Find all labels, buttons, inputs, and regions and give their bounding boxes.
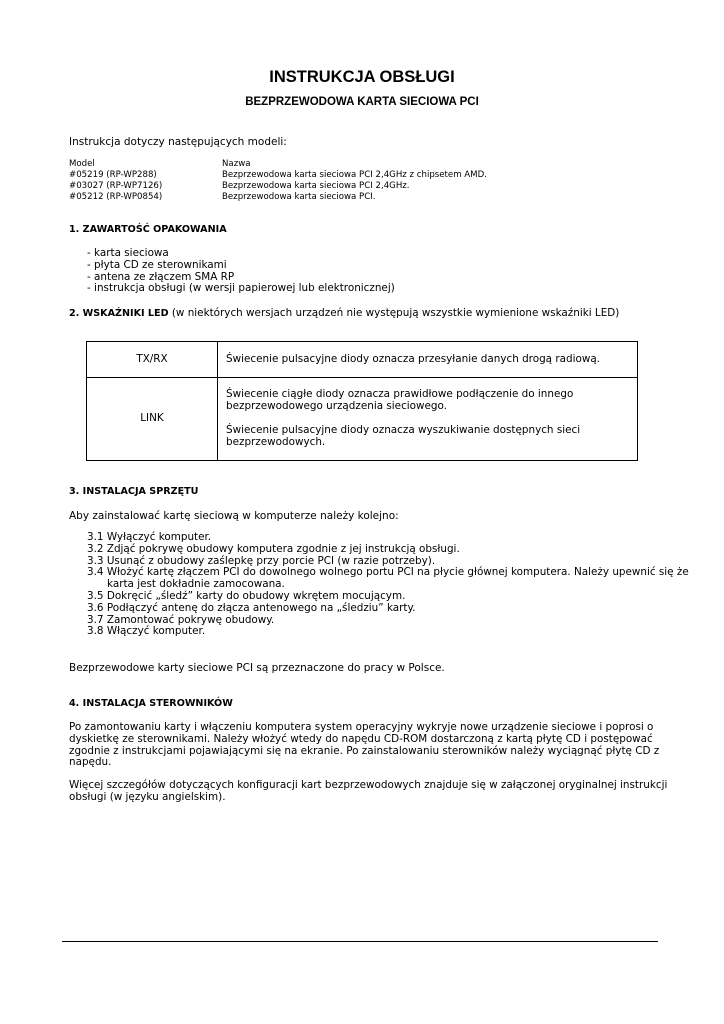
step-item: 3.3 Usunąć z obudowy zaślepkę przy porcie PCI (w razie potrzeby). bbox=[87, 554, 436, 567]
model-name: Bezprzewodowa karta sieciowa PCI 2,4GHz. bbox=[222, 181, 410, 191]
list-item: - instrukcja obsługi (w wersji papierowej lub elektronicznej) bbox=[87, 282, 395, 295]
paragraph-line: napędu. bbox=[69, 756, 112, 769]
section-4-heading: 4. INSTALACJA STEROWNIKÓW bbox=[69, 698, 233, 709]
paragraph-line: Więcej szczegółów dotyczących konfiguracji kart bezprzewodowych znajduje się w załączonej oryginalnej instrukcji bbox=[69, 779, 668, 791]
table-row bbox=[87, 378, 638, 461]
step-item-continuation: karta jest dokładnie zamocowana. bbox=[107, 578, 285, 591]
paragraph-line: dyskietkę ze sterownikami. Należy włożyć wtedy do napędu CD-ROM dostarczoną z kartą płytę CD i postępować bbox=[69, 732, 653, 745]
drivers-paragraph-1 bbox=[69, 722, 659, 769]
led-description bbox=[218, 378, 638, 461]
models-header-model: Model bbox=[69, 159, 95, 169]
led-description-paragraph: Świecenie ciągłe diody oznacza prawidłowe podłączenie do innego bezprzewodowego urządzenia sieciowego. bbox=[226, 388, 574, 413]
package-contents-list bbox=[87, 248, 395, 295]
section-2-note: (w niektórych wersjach urządzeń nie występują wszystkie wymienione wskaźniki LED) bbox=[171, 307, 620, 319]
led-description-paragraph: Świecenie pulsacyjne diody oznacza wyszukiwanie dostępnych sieci bezprzewodowych. bbox=[226, 424, 581, 448]
list-item: - antena ze złączem SMA RP bbox=[87, 270, 235, 283]
document-subtitle: BEZPRZEWODOWA KARTA SIECIOWA PCI bbox=[245, 96, 479, 108]
models-intro: Instrukcja dotyczy następujących modeli: bbox=[69, 136, 287, 148]
footer-divider bbox=[62, 941, 658, 942]
section-2-heading: 2. WSKAŹNIKI LED bbox=[69, 308, 169, 319]
table-row bbox=[87, 342, 638, 378]
step-item: 3.8 Włączyć komputer. bbox=[87, 625, 206, 638]
models-header-name: Nazwa bbox=[222, 159, 251, 169]
section-1-heading: 1. ZAWARTOŚĆ OPAKOWANIA bbox=[69, 224, 227, 235]
list-item: - płyta CD ze sterownikami bbox=[87, 258, 227, 271]
model-name: Bezprzewodowa karta sieciowa PCI. bbox=[222, 192, 376, 202]
model-code: #05212 (RP-WP0854) bbox=[69, 192, 163, 202]
model-name: Bezprzewodowa karta sieciowa PCI 2,4GHz z chipsetem AMD. bbox=[222, 170, 487, 180]
paragraph-line: zgodnie z instrukcjami pojawiającymi się na ekranie. Po zainstalowaniu sterowników należy wyciągnąć płytę CD z bbox=[69, 744, 660, 757]
model-code: #03027 (RP-WP7126) bbox=[69, 181, 163, 191]
led-table bbox=[86, 341, 638, 461]
step-item: 3.1 Wyłączyć komputer. bbox=[87, 531, 212, 543]
step-item: 3.5 Dokręcić „śledź” karty do obudowy wkrętem mocującym. bbox=[87, 589, 406, 602]
led-name: LINK bbox=[87, 378, 218, 461]
step-item: 3.2 Zdjąć pokrywę obudowy komputera zgodnie z jej instrukcją obsługi. bbox=[87, 542, 460, 555]
paragraph-line: obsługi (w języku angielskim). bbox=[69, 790, 226, 803]
poland-note: Bezprzewodowe karty sieciowe PCI są przeznaczone do pracy w Polsce. bbox=[69, 662, 445, 674]
led-name: TX/RX bbox=[87, 342, 218, 378]
section-3-heading: 3. INSTALACJA SPRZĘTU bbox=[69, 486, 199, 497]
led-description: Świecenie pulsacyjne diody oznacza przesyłanie danych drogą radiową. bbox=[218, 342, 638, 378]
step-item: 3.7 Zamontować pokrywę obudowy. bbox=[87, 613, 275, 626]
step-item: 3.6 Podłączyć antenę do złącza antenowego na „śledziu” karty. bbox=[87, 601, 416, 614]
section-3-intro: Aby zainstalować kartę sieciową w komputerze należy kolejno: bbox=[69, 510, 399, 522]
drivers-paragraph-2 bbox=[69, 780, 667, 804]
list-item: - karta sieciowa bbox=[87, 247, 169, 259]
step-item: 3.4 Włożyć kartę złączem PCI do dowolnego wolnego portu PCI na płycie głównej komputera. Należy upewnić się że bbox=[87, 566, 689, 579]
installation-steps bbox=[87, 532, 689, 638]
model-code: #05219 (RP-WP288) bbox=[69, 170, 157, 180]
paragraph-line: Po zamontowaniu karty i włączeniu komputera system operacyjny wykryje nowe urządzenie sieciowe i poprosi o bbox=[69, 721, 654, 733]
section-2-heading-line bbox=[69, 307, 619, 319]
document-title: INSTRUKCJA OBSŁUGI bbox=[269, 68, 455, 86]
